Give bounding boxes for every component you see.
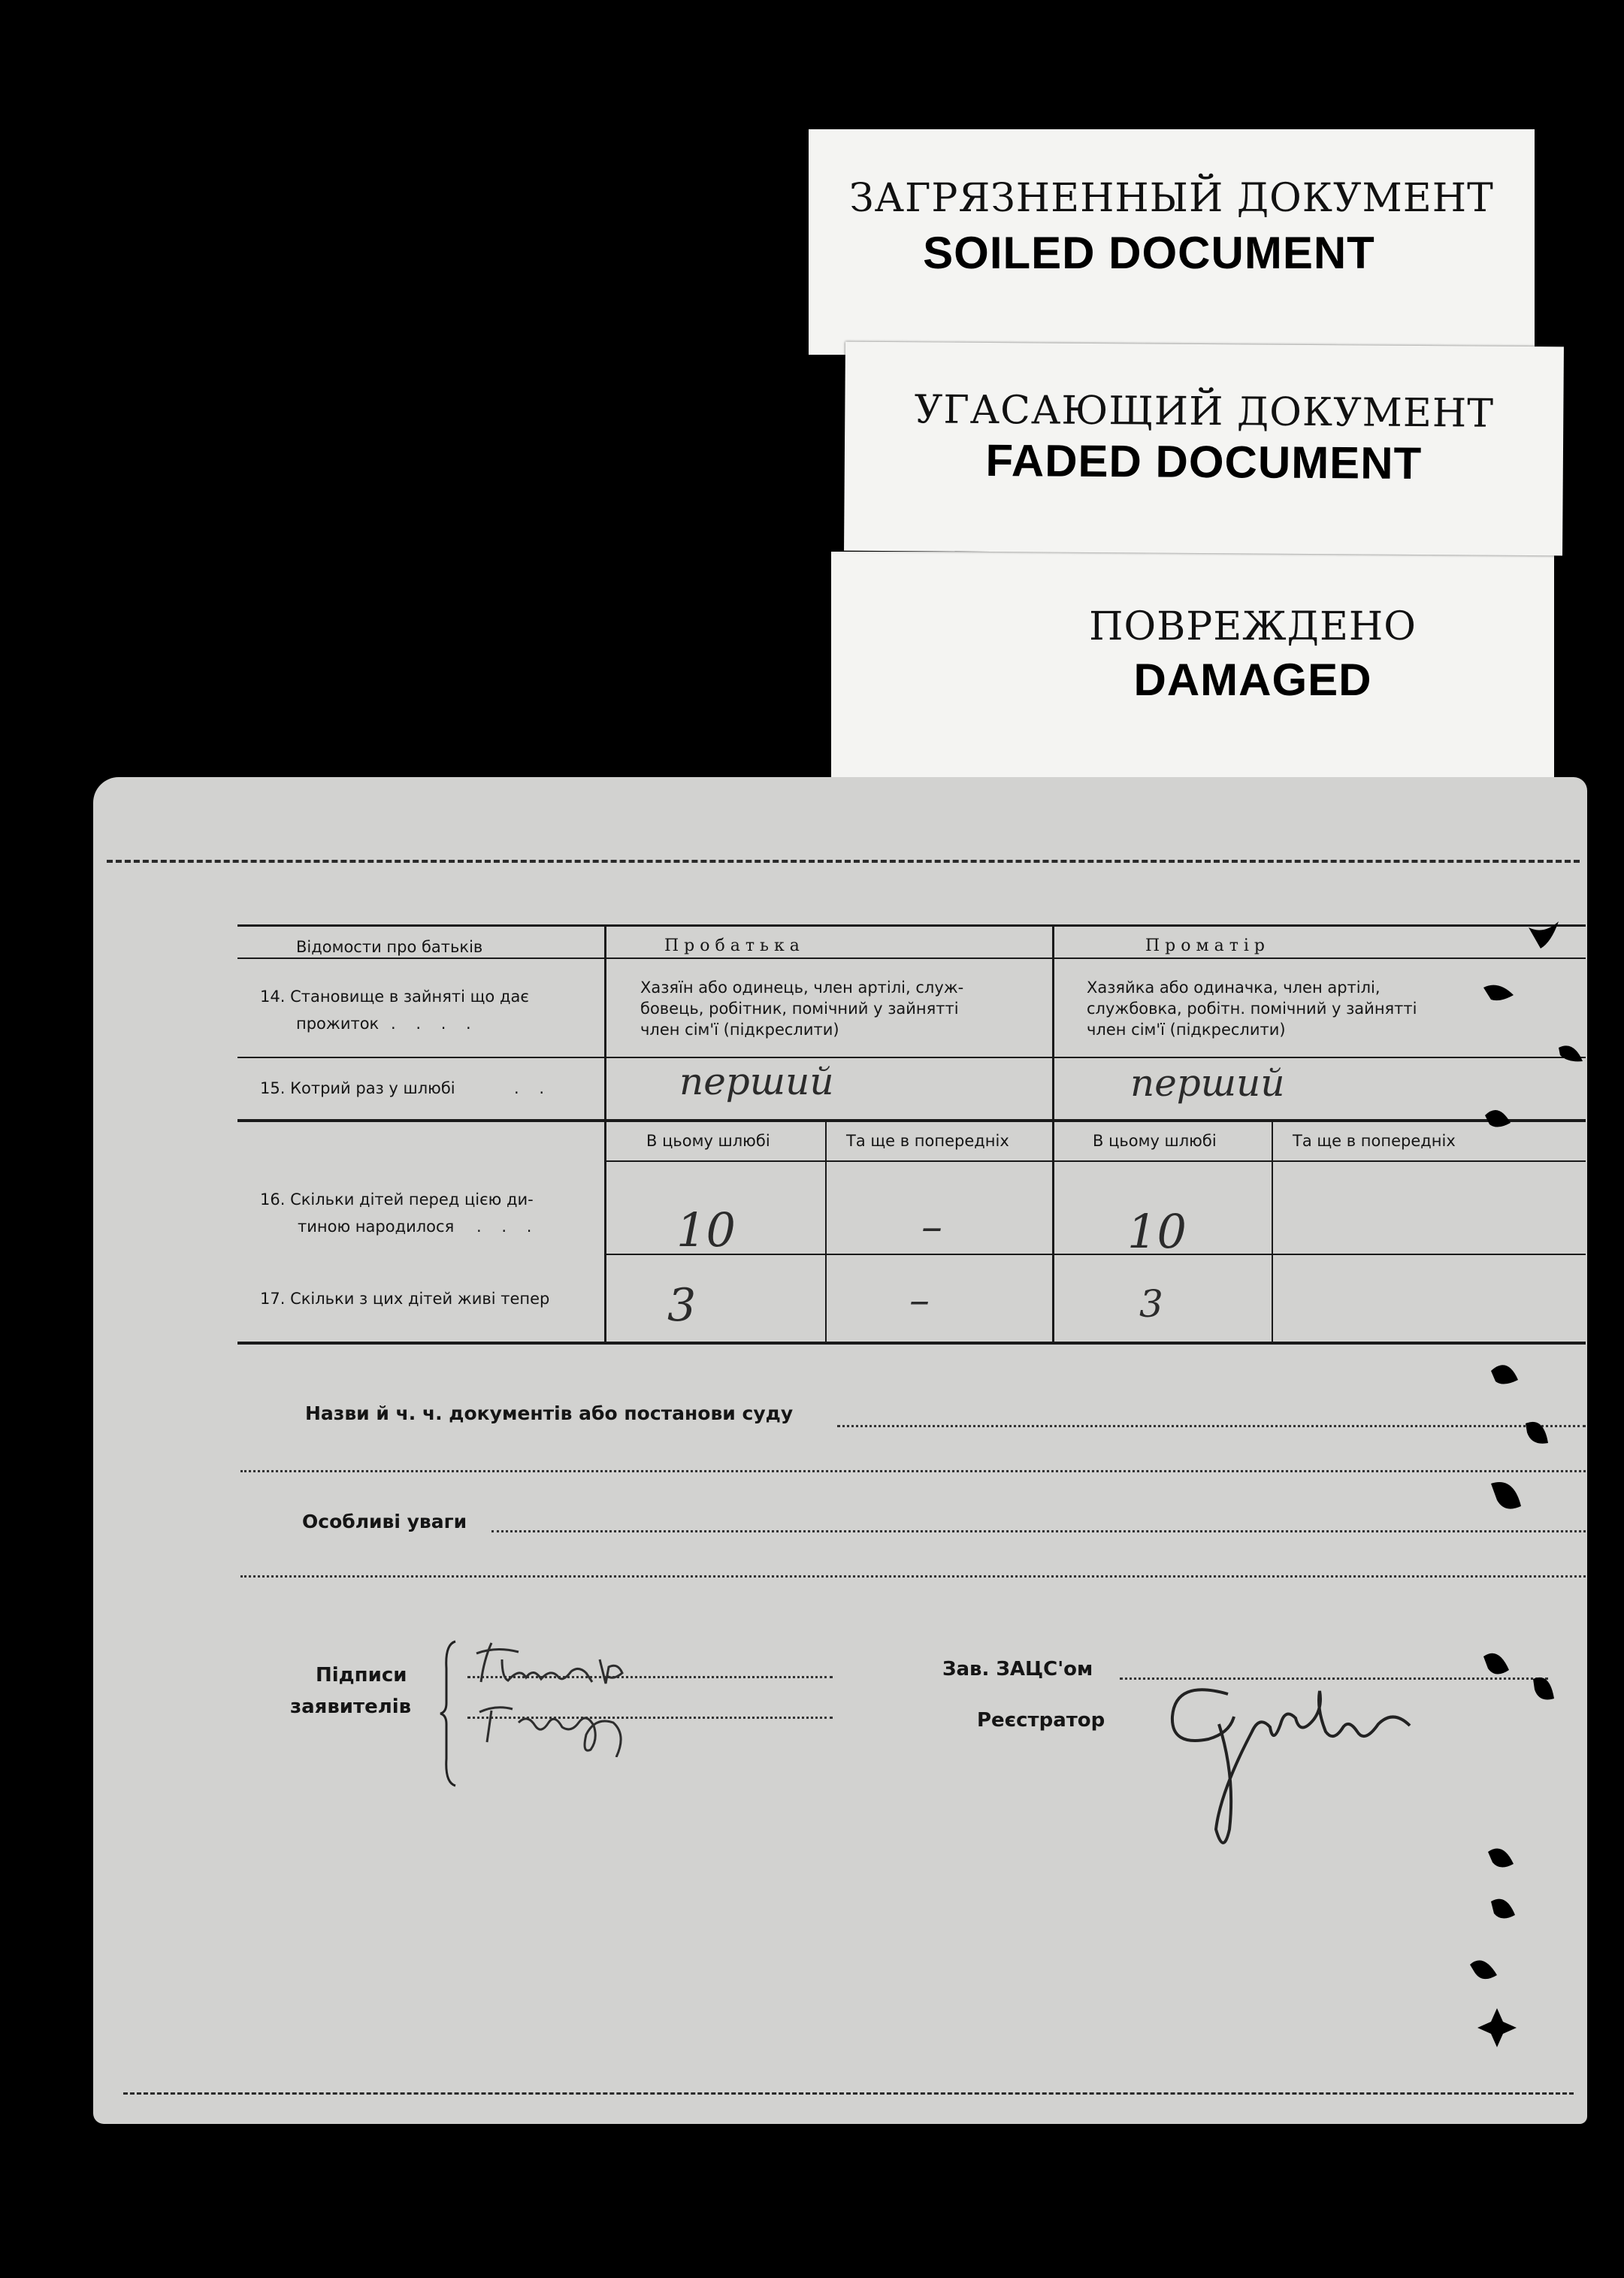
damaged-document-slip bbox=[831, 552, 1554, 785]
soiled-label-en: SOILED DOCUMENT bbox=[923, 228, 1375, 278]
mother-in-this-marriage: В цьому шлюбі bbox=[1093, 1132, 1217, 1150]
header-about-father: П р о б а т ь к а bbox=[664, 936, 800, 955]
remarks-label: Особливі уваги bbox=[302, 1511, 467, 1532]
row17-label: 17. Скільки з цих дітей живі тепер bbox=[260, 1290, 550, 1308]
col-divider-1 bbox=[604, 924, 606, 1344]
signatures-label-2: заявителів bbox=[290, 1696, 412, 1718]
signatures-label-1: Підписи bbox=[316, 1664, 407, 1687]
row16-dots: . . . bbox=[476, 1218, 540, 1236]
edge-damage-marks bbox=[1371, 822, 1587, 2070]
row17-father-this: 3 bbox=[667, 1279, 697, 1332]
row14-father-3: член сім'ї (підкреслити) bbox=[640, 1021, 839, 1039]
row16-mother-this: 10 bbox=[1127, 1204, 1187, 1259]
applicant-signatures bbox=[466, 1629, 714, 1757]
col-divider-father-sub bbox=[825, 1121, 827, 1344]
row14-father-2: бовець, робітник, помічний у зайнятті bbox=[640, 1000, 959, 1018]
registration-form-sheet bbox=[93, 777, 1587, 2124]
row14-dots: . . . . bbox=[391, 1015, 479, 1033]
row14-mother-3: член сім'ї (підкреслити) bbox=[1087, 1021, 1286, 1039]
col-divider-mother-sub bbox=[1272, 1121, 1273, 1344]
perforation-line-top bbox=[107, 860, 1580, 863]
faded-label-ru: УГАСАЮЩИЙ ДОКУМЕНТ bbox=[914, 387, 1495, 437]
row17-father-prev: – bbox=[909, 1276, 930, 1324]
damaged-label-en: DAMAGED bbox=[1133, 655, 1372, 705]
mother-previous: Та ще в попередніх bbox=[1293, 1132, 1456, 1150]
row15-father-value: перший bbox=[679, 1060, 834, 1103]
row15-dots: . . bbox=[514, 1079, 552, 1097]
faded-document-slip bbox=[844, 342, 1564, 556]
row14-label-1: 14. Становище в зайняті що дає bbox=[260, 988, 529, 1006]
row15-label: 15. Котрий раз у шлюбі bbox=[260, 1079, 455, 1097]
row16-label-1: 16. Скільки дітей перед цією ди- bbox=[260, 1190, 534, 1209]
row15-mother-value: перший bbox=[1130, 1061, 1285, 1105]
faded-label-en: FADED DOCUMENT bbox=[985, 434, 1423, 489]
damaged-label-ru: ПОВРЕЖДЕНО bbox=[1089, 604, 1417, 649]
signature-brace bbox=[439, 1638, 461, 1789]
row17-mother-this: 3 bbox=[1139, 1282, 1163, 1326]
father-previous: Та ще в попередніх bbox=[846, 1132, 1009, 1150]
row14-label-2: прожиток bbox=[296, 1015, 380, 1033]
row16-father-prev: – bbox=[921, 1203, 942, 1251]
soiled-label-ru: ЗАГРЯЗНЕННЫЙ ДОКУМЕНТ bbox=[849, 176, 1494, 221]
row16-label-2: тиною народилося bbox=[298, 1218, 455, 1236]
header-parents-info: Відомости про батьків bbox=[296, 938, 483, 956]
row16-father-this: 10 bbox=[676, 1203, 736, 1257]
row14-mother-2: службовка, робітн. помічний у зайнятті bbox=[1087, 1000, 1417, 1018]
row14-father-1: Хазяїн або одинець, член артілі, служ- bbox=[640, 979, 964, 997]
documents-label: Назви й ч. ч. документів або постанови суду bbox=[305, 1402, 794, 1424]
zags-head-label: Зав. ЗАЦС'ом bbox=[942, 1658, 1093, 1681]
header-about-mother: П р о м а т і р bbox=[1145, 936, 1265, 955]
father-in-this-marriage: В цьому шлюбі bbox=[646, 1132, 770, 1150]
col-divider-2 bbox=[1052, 924, 1054, 1344]
row14-mother-1: Хазяйка або одиначка, член артілі, bbox=[1087, 979, 1381, 997]
perforation-line-bottom bbox=[123, 2092, 1574, 2095]
registrar-label: Реєстратор bbox=[977, 1709, 1105, 1732]
soiled-document-slip bbox=[809, 129, 1535, 355]
